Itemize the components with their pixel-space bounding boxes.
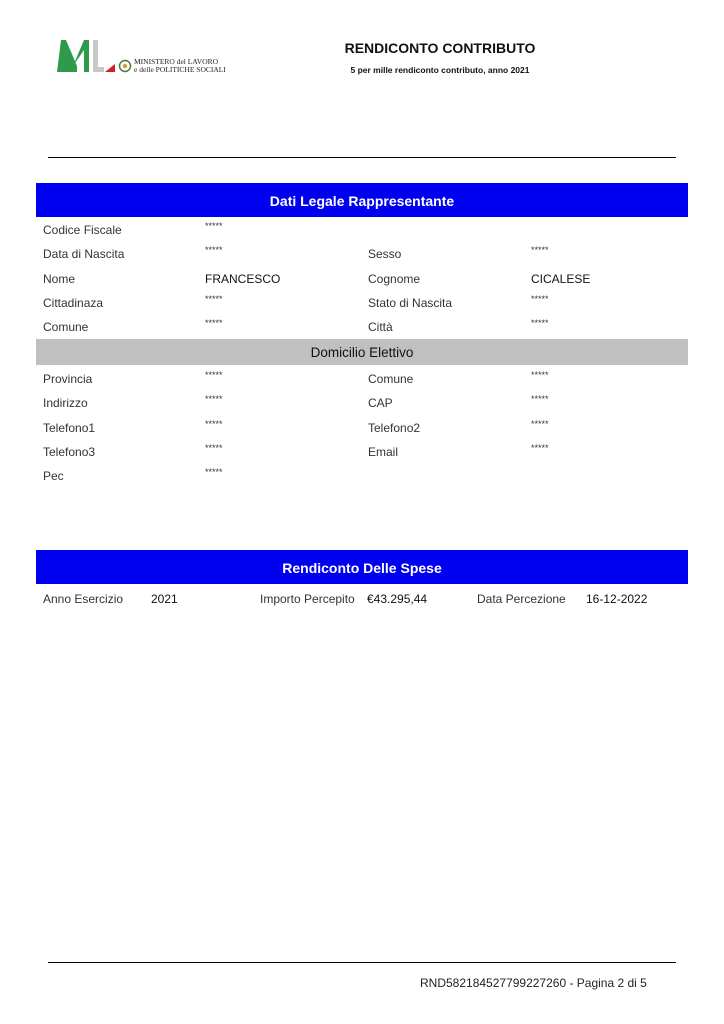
field-label: Email: [368, 445, 399, 459]
document-subtitle: 5 per mille rendiconto contributo, anno 2021: [350, 65, 530, 75]
footer-page-info: RND582184527799227260 - Pagina 2 di 5: [420, 976, 647, 990]
field-value: *****: [205, 419, 223, 429]
field-value: CICALESE: [531, 272, 591, 286]
field-value: *****: [205, 294, 223, 304]
field-value: *****: [205, 443, 223, 453]
field-label: Provincia: [43, 372, 93, 386]
field-label: Indirizzo: [43, 396, 88, 410]
field-label: Data di Nascita: [43, 247, 125, 261]
field-label: Città: [368, 320, 393, 334]
field-row: [36, 421, 688, 441]
field-label: Cittadinaza: [43, 296, 104, 310]
field-label: Nome: [43, 272, 76, 286]
field-row: [36, 223, 688, 243]
ministry-name-line1: MINISTERO del LAVORO: [134, 57, 219, 66]
field-value: *****: [531, 318, 549, 328]
spese-row: [36, 592, 688, 612]
field-label: Sesso: [368, 247, 402, 261]
ministry-name-line2: e delle POLITICHE SOCIALI: [134, 65, 226, 74]
field-value: *****: [205, 394, 223, 404]
field-value: *****: [531, 443, 549, 453]
field-row: [36, 320, 688, 340]
field-label: Telefono2: [368, 421, 421, 435]
field-value: *****: [205, 245, 223, 255]
field-value: *****: [531, 370, 549, 380]
field-label: Telefono1: [43, 421, 96, 435]
field-row: [36, 296, 688, 316]
document-title: RENDICONTO CONTRIBUTO: [344, 40, 536, 56]
field-value: *****: [205, 467, 223, 477]
field-value: FRANCESCO: [205, 272, 281, 286]
field-value: *****: [205, 370, 223, 380]
field-value: *****: [205, 221, 223, 231]
section-header-spese: Rendiconto Delle Spese: [36, 550, 688, 584]
field-row: [36, 469, 688, 489]
field-label: Telefono3: [43, 445, 96, 459]
anno-esercizio-label: Anno Esercizio: [43, 592, 124, 606]
field-value: *****: [531, 394, 549, 404]
field-label: Cognome: [368, 272, 421, 286]
field-value: *****: [531, 245, 549, 255]
section-header-domicilio: Domicilio Elettivo: [36, 339, 688, 365]
field-label: CAP: [368, 396, 393, 410]
data-percezione-value: 16-12-2022: [586, 592, 648, 606]
field-row: [36, 396, 688, 416]
field-row: [36, 247, 688, 267]
field-label: Comune: [43, 320, 89, 334]
field-value: *****: [531, 419, 549, 429]
field-value: *****: [205, 318, 223, 328]
importo-percepito-label: Importo Percepito: [260, 592, 355, 606]
field-label: Pec: [43, 469, 64, 483]
header-divider: [48, 157, 676, 158]
data-percezione-label: Data Percezione: [477, 592, 566, 606]
field-label: Stato di Nascita: [368, 296, 453, 310]
field-label: Comune: [368, 372, 414, 386]
field-row: [36, 372, 688, 392]
section-header-legale: Dati Legale Rappresentante: [36, 183, 688, 217]
field-row: [36, 272, 688, 292]
field-label: Codice Fiscale: [43, 223, 122, 237]
field-value: *****: [531, 294, 549, 304]
ministry-name: [134, 58, 226, 74]
footer-divider: [48, 962, 676, 963]
anno-esercizio-value: 2021: [151, 592, 178, 606]
importo-percepito-value: €43.295,44: [367, 592, 428, 606]
field-row: [36, 445, 688, 465]
